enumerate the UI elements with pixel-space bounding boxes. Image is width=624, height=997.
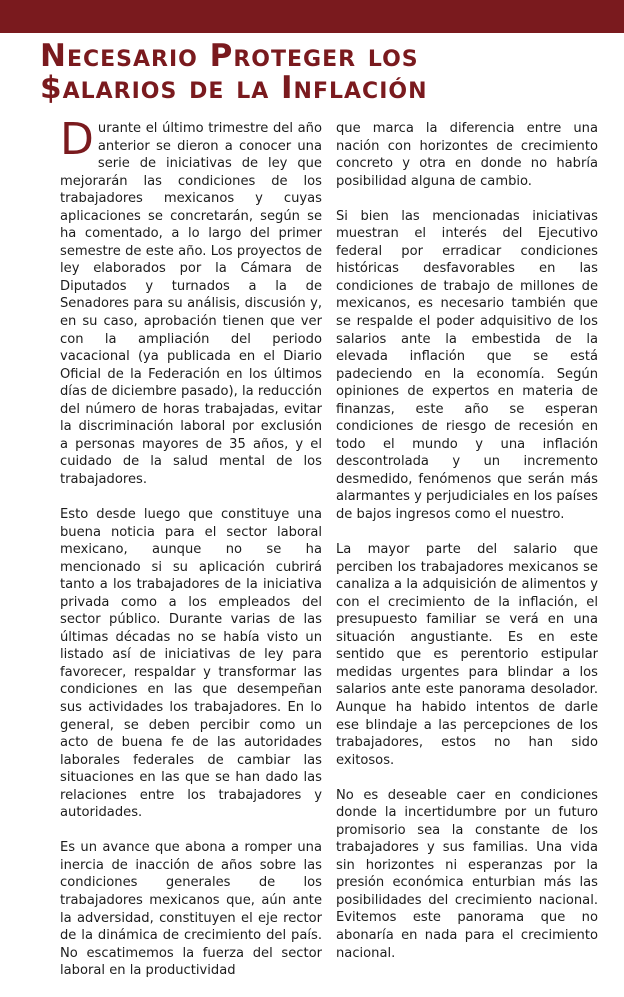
- paragraph: No es deseable caer en condiciones donde la incertidumbre por un futuro promisorio sea la constante de los trabajadores y sus familias. Una vida sin horizontes ni esperanzas por la presión económica enturbian más las posibilidades del crecimiento nacional. Evitemos este panorama que no abonaría en nada para el crecimiento nacional.: [336, 787, 598, 961]
- drop-cap: D: [60, 114, 94, 165]
- column-right: [336, 120, 598, 997]
- paragraph: Es un avance que abona a romper una inercia de inacción de años sobre las condiciones generales de los trabajadores mexicanos que, aún ante la adversidad, constituyen el eje rector de la dinámica de crecimiento del país. No escatimemos la fuerza del sector laboral en la productividad: [60, 840, 322, 979]
- article-body: [60, 114, 598, 997]
- paragraph: Esto desde luego que constituye una buena noticia para el sector laboral mexicano, aunque no se ha mencionado si su aplicación cubrirá tanto a los trabajadores de la iniciativa privada como a los empleados del sector público. Durante varias de las últimas décadas no se había visto un listado así de iniciativas de ley para favorecer, respaldar y transformar las condiciones en las que desempeñan sus actividades los trabajadores. En lo general, se deben percibir como un acto de buena fe de las autoridades laborales federales de cambiar las situaciones en las que se han dado las relaciones entre los trabajadores y autoridades.: [60, 506, 322, 821]
- top-color-band: [0, 0, 624, 33]
- paragraph: que marca la diferencia entre una nación con horizontes de crecimiento concreto y otra en donde no habría posibilidad alguna de cambio.: [336, 121, 598, 189]
- paragraph: [60, 114, 322, 488]
- paragraph: La mayor parte del salario que perciben los trabajadores mexicanos se canaliza a la adquisición de alimentos y con el crecimiento de la inflación, el presupuesto familiar se verá en una situación angustiante. Es en este sentido que es perentorio estipular medidas urgentes para blindar a los salarios ante este panorama desolador. Aunque ha habido intentos de darle ese blindaje a las percepciones de los trabajadores, estos no han sido exitosos.: [336, 542, 598, 768]
- article-title: [40, 40, 600, 104]
- title-line-2: $alarios de la Inflación: [40, 70, 428, 106]
- paragraph: Si bien las mencionadas iniciativas muestran el interés del Ejecutivo federal por erradicar condiciones históricas desfavorables en las condiciones de trabajo de millones de mexicanos, es necesario también que se respalde el poder adquisitivo de los salarios ante la embestida de la elevada inflación que se está padeciendo en la economía. Según opiniones de expertos en materia de finanzas, este año se esperan condiciones de riesgo de recesión en todo el mundo y una inflación descontrolada y un incremento desmedido, fenómenos que serán más alarmantes y perjudiciales en los países de bajos ingresos como el nuestro.: [336, 208, 598, 522]
- column-left: [60, 114, 322, 997]
- title-line-1: Necesario Proteger los: [40, 38, 419, 74]
- paragraph-text: urante el último trimestre del año anterior se dieron a conocer una serie de iniciativas de ley que mejorarán las condiciones de los trabajadores mexicanos y cuyas aplicaciones se concretarán, según se ha comentado, a lo largo del primer semestre de este año. Los proyectos de ley elaborados por la Cámara de Diputados y turnados a la de Senadores para su análisis, discusión y, en su caso, aprobación tienen que ver con la ampliación del periodo vacacional (ya publicada en el Diario Oficial de la Federación en los últimos días de diciembre pasado), la reducción del número de horas trabajadas, evitar la discriminación laboral por exclusión a personas mayores de 35 años, y el cuidado de la salud mental de los trabajadores.: [60, 121, 322, 487]
